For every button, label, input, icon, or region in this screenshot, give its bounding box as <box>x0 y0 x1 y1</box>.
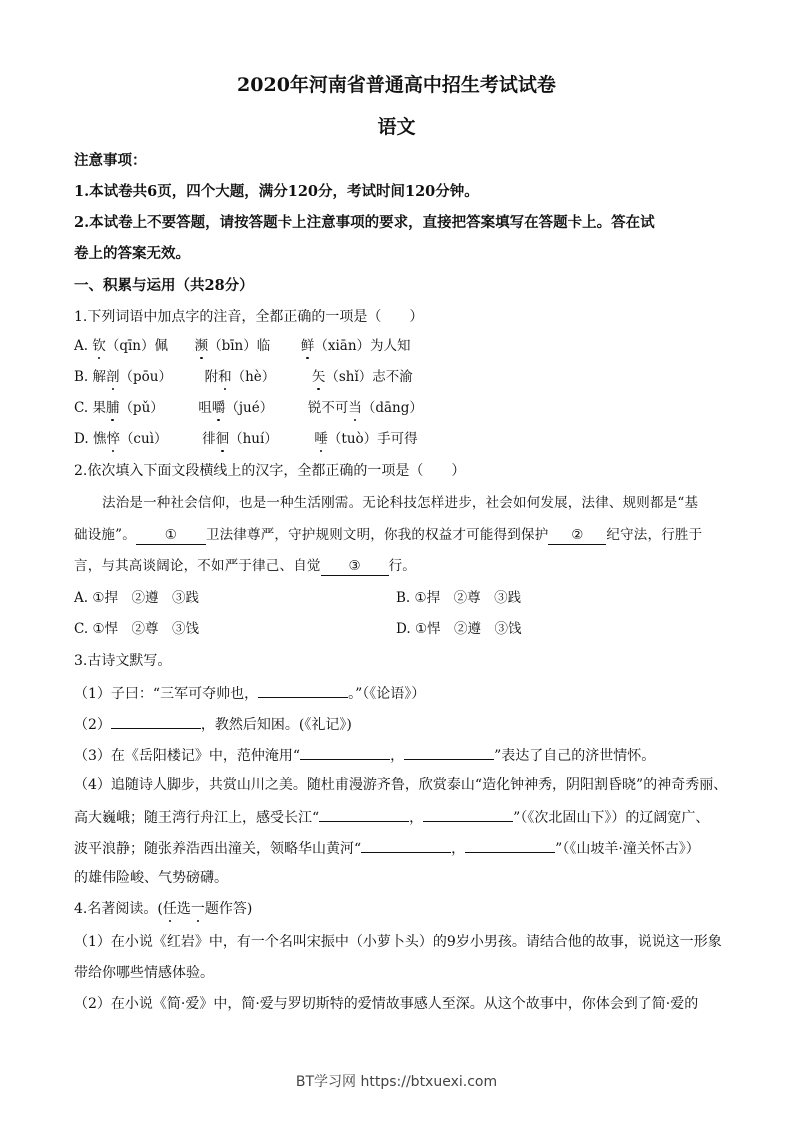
dotted-char: 脯 <box>105 400 120 416</box>
q3-item-4: （4）追随诗人脚步，共赏山川之美。随杜甫漫游齐鲁，欣赏泰山“造化钟神秀，阴阳割昏晓”的神奇秀丽、 <box>74 777 728 793</box>
passage-line-3: 言，与其高谈阔论，不如严于律己、自觉 ③ 行。 <box>74 558 417 574</box>
answer-blank <box>319 807 409 822</box>
notice-item-2: 2.本试卷上不要答题，请按答题卡上注意事项的要求，直接把答案填写在答题卡上。答在试 <box>74 214 655 231</box>
q1-option-a <box>74 337 411 355</box>
exam-title: 2020年河南省普通高中招生考试试卷 <box>237 74 556 96</box>
answer-blank <box>300 745 390 760</box>
notice-item-1: 1.本试卷共6页，四个大题，满分120分，考试时间120分钟。 <box>74 183 479 200</box>
answer-blank <box>111 714 201 729</box>
question-2-stem: 2.依次填入下面文段横线上的汉字，全都正确的一项是（ ） <box>74 463 466 479</box>
dotted-char: 鲜 <box>300 338 315 354</box>
fill-blank-3: ③ <box>321 557 389 576</box>
option-label: A. <box>74 338 89 354</box>
dotted-char: 濒 <box>194 338 209 354</box>
q3-item-2: （2） ，教然后知困。(《礼记》) <box>74 714 352 734</box>
q1-option-d: D. 憔悴（cuì） 徘徊（huí） 唾（tuò）手可得 <box>74 431 418 447</box>
q3-item-4-line-3: 波平浪静；随张养浩西出潼关，领略华山黄河“ ， ”（《山坡羊·潼关怀古》） <box>74 838 700 858</box>
option-label: C. <box>74 621 89 637</box>
dotted-char: 矢 <box>311 369 326 385</box>
dotted-char: 和 <box>218 369 232 385</box>
fill-blank-2: ② <box>548 526 606 545</box>
pinyin-text: （qīn）佩 <box>105 338 168 354</box>
q2-option-b: B. ①捍 ②尊 ③践 <box>396 590 522 606</box>
answer-blank <box>423 807 513 822</box>
answer-blank <box>258 683 348 698</box>
option-label: B. <box>74 369 89 385</box>
dotted-char: 剖 <box>106 369 120 385</box>
option-label: D. <box>74 431 89 447</box>
pinyin-text: （bīn）临 <box>208 338 271 354</box>
answer-blank <box>465 838 555 853</box>
fill-blank-1: ① <box>136 526 206 545</box>
dotted-char: 嚼 <box>211 400 226 416</box>
q4-item-2: （2）在小说《简·爱》中，简·爱与罗切斯特的爱情故事感人至深。从这个故事中，你体会到了简·爱的 <box>74 996 699 1012</box>
answer-blank <box>361 838 451 853</box>
dotted-char: 唾 <box>314 431 328 447</box>
q1-option-c: C. 果脯（pǔ） 咀嚼（jué） 锐不可当（dāng） <box>74 400 423 416</box>
dotted-char: 当 <box>348 400 362 416</box>
dotted-char: 一 <box>190 901 205 917</box>
option-label: A. <box>74 590 89 606</box>
page-footer: BT学习网 https://btxuexi.com <box>295 1074 498 1090</box>
dotted-char: 任 <box>162 901 177 917</box>
pinyin-text: （xiān）为人知 <box>314 338 411 354</box>
q4-item-1-cont: 带给你哪些情感体验。 <box>74 965 214 981</box>
question-1-stem: 1.下列词语中加点字的注音，全都正确的一项是（ ） <box>74 309 424 325</box>
dotted-char: 悴 <box>106 431 120 447</box>
passage-line-1: 法治是一种社会信仰，也是一种生活刚需。无论科技怎样进步，社会如何发展，法律、规则都是“基 <box>102 495 699 511</box>
q3-item-1: （1）子曰：“三军可夺帅也， 。”（《论语》） <box>74 683 425 703</box>
q3-item-4-line-2: 高大巍峨；随王湾行舟江上，感受长江“ ， ”（《次北固山下》）的辽阔宽广、 <box>74 807 709 827</box>
q2-option-d: D. ①悍 ②遵 ③饯 <box>396 621 522 637</box>
q4-item-1: （1）在小说《红岩》中，有一个名叫宋振中（小萝卜头）的9岁小男孩。请结合他的故事，说说这一形象 <box>74 934 722 950</box>
passage-line-2: 础设施”。 ① 卫法律尊严，守护规则文明，你我的权益才可能得到保护 ② 纪守法，行胜于 <box>74 527 703 543</box>
notice-item-2-cont: 卷上的答案无效。 <box>74 245 190 262</box>
q1-option-b: B. 解剖（pōu） 附和（hè） 矢（shǐ）志不渝 <box>74 369 413 385</box>
option-label: D. <box>396 621 411 637</box>
option-label: C. <box>74 400 89 416</box>
notice-heading: 注意事项： <box>74 152 147 169</box>
section-heading: 一、积累与运用（共28分） <box>74 277 254 294</box>
q3-item-3: （3）在《岳阳楼记》中，范仲淹用“ ， ”表达了自己的济世情怀。 <box>74 745 655 765</box>
q2-option-a: A. ①捍 ②遵 ③践 <box>74 590 199 606</box>
answer-blank <box>404 745 494 760</box>
q3-item-4-line-4: 的雄伟险峻、气势磅礴。 <box>74 870 228 886</box>
dotted-char: 徊 <box>215 431 230 447</box>
dotted-char: 钦 <box>92 338 106 354</box>
q2-option-c: C. ①悍 ②尊 ③饯 <box>74 621 200 637</box>
option-label: B. <box>396 590 411 606</box>
question-4-stem: 4.名著阅读。(任选一题作答) <box>74 901 253 917</box>
subject-title: 语文 <box>377 116 416 138</box>
question-3-stem: 3.古诗文默写。 <box>74 653 172 669</box>
